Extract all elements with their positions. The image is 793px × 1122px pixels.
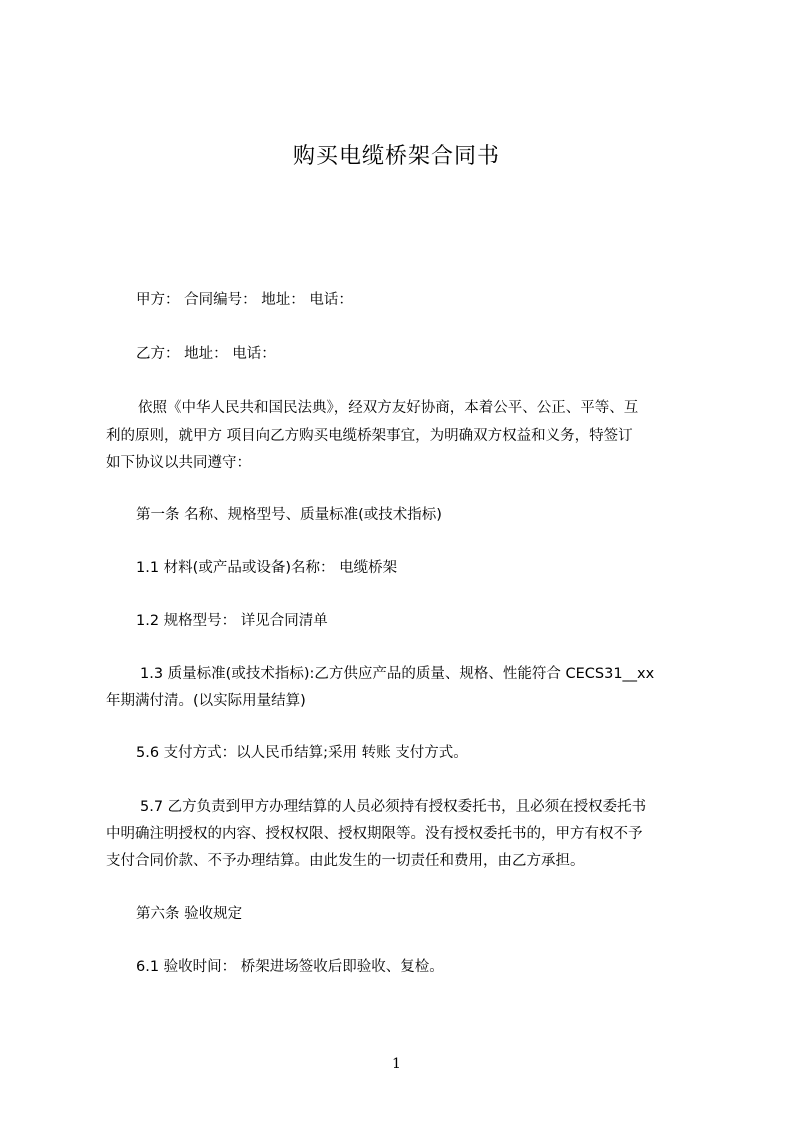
- preamble-line-2: 利的原则，就甲方 项目向乙方购买电缆桥架事宜，为明确双方权益和义务，特签订: [106, 428, 633, 444]
- item-1-2: 1.2 规格型号： 详见合同清单: [136, 613, 328, 629]
- article-6-heading: 第六条 验收规定: [136, 906, 243, 922]
- item-1-1: 1.1 材料(或产品或设备)名称： 电缆桥架: [136, 560, 398, 576]
- page-number: 1: [392, 1056, 401, 1072]
- item-5-7-line-1: 5.7 乙方负责到甲方办理结算的人员必须持有授权委托书，且必须在授权委托书: [140, 799, 647, 815]
- item-5-7-line-2: 中明确注明授权的内容、授权权限、授权期限等。没有授权委托书的，甲方有权不予: [106, 826, 643, 842]
- article-1-heading: 第一条 名称、规格型号、质量标准(或技术指标): [136, 507, 442, 523]
- party-a-line: 甲方： 合同编号： 地址： 电话：: [136, 292, 353, 308]
- item-5-7-line-3: 支付合同价款、不予办理结算。由此发生的一切责任和费用，由乙方承担。: [106, 853, 585, 869]
- item-6-1: 6.1 验收时间： 桥架进场签收后即验收、复检。: [136, 959, 444, 975]
- document-title: 购买电缆桥架合同书: [292, 144, 500, 169]
- item-5-6: 5.6 支付方式：以人民币结算;采用 转账 支付方式。: [136, 745, 468, 761]
- item-1-3-line-2: 年期满付清。(以实际用量结算): [106, 693, 306, 709]
- preamble-line-3: 如下协议以共同遵守：: [106, 455, 251, 471]
- party-b-line: 乙方： 地址： 电话：: [136, 346, 276, 362]
- preamble-line-1: 依照《中华人民共和国民法典》，经双方友好协商，本着公平、公正、平等、互: [138, 400, 639, 416]
- item-1-3-line-1: 1.3 质量标准(或技术指标):乙方供应产品的质量、规格、性能符合 CECS31__xx: [140, 666, 655, 682]
